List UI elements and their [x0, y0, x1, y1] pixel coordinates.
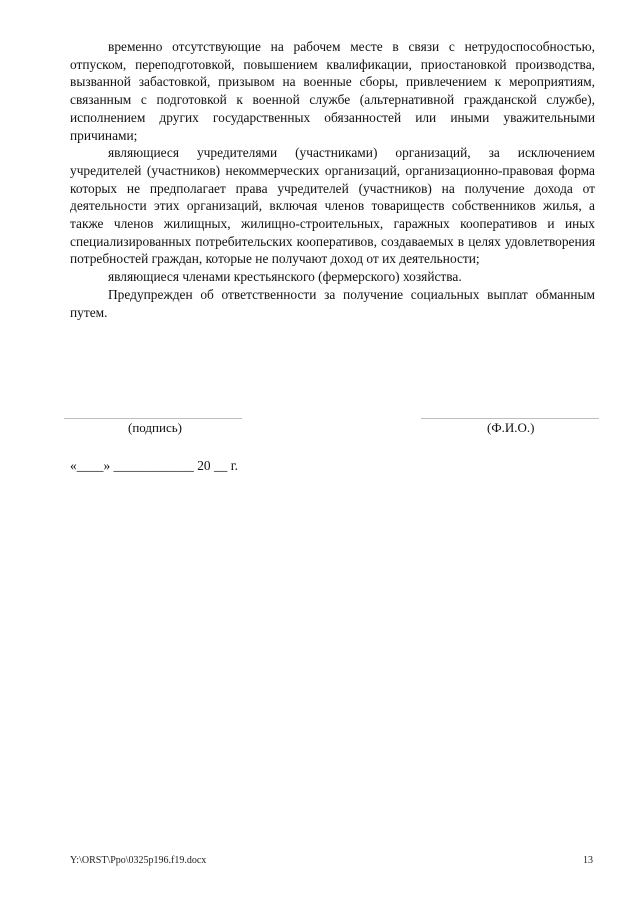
full-name-caption: (Ф.И.О.): [487, 420, 535, 435]
document-body: [70, 38, 595, 321]
paragraph-founders: являющиеся учредителями (участниками) организаций, за исключением учредителей (участников) некоммерческих организаций, организационно-правовая форма которых не предполагает права учредителей (участников) на получение дохода от деятельности этих организаций, включая членов товариществ собственников жилья, а также членов жилищных, жилищно-строительных, гаражных кооперативов и иных специализированных потребительских кооперативов, создаваемых в целях удовлетворения потребностей граждан, которые не получают доход от их деятельности;: [70, 145, 595, 267]
signature-caption: (подпись): [128, 420, 182, 435]
signature-line: [64, 418, 242, 419]
footer-file-path: Y:\ORST\Ppo\0325p196.f19.docx: [70, 855, 207, 866]
page-number: 13: [583, 855, 593, 866]
paragraph-temporarily-absent: временно отсутствующие на рабочем месте в связи с нетрудоспособностью, отпуском, переподготовкой, повышением квалификации, приостановкой производства, вызванной забастовкой, призывом на военные сборы, привлечением к мероприятиям, связанным с подготовкой к военной службе (альтернативной гражданской службе), исполнением других государственных обязанностей или иными уважительными причинами;: [70, 39, 595, 143]
paragraph-farm-members: являющиеся членами крестьянского (фермерского) хозяйства.: [108, 269, 462, 285]
paragraph-warning: Предупрежден об ответственности за получение социальных выплат обманным путем.: [70, 286, 595, 320]
full-name-line: [421, 418, 599, 419]
date-line: «____» ____________ 20 __ г.: [70, 458, 239, 473]
